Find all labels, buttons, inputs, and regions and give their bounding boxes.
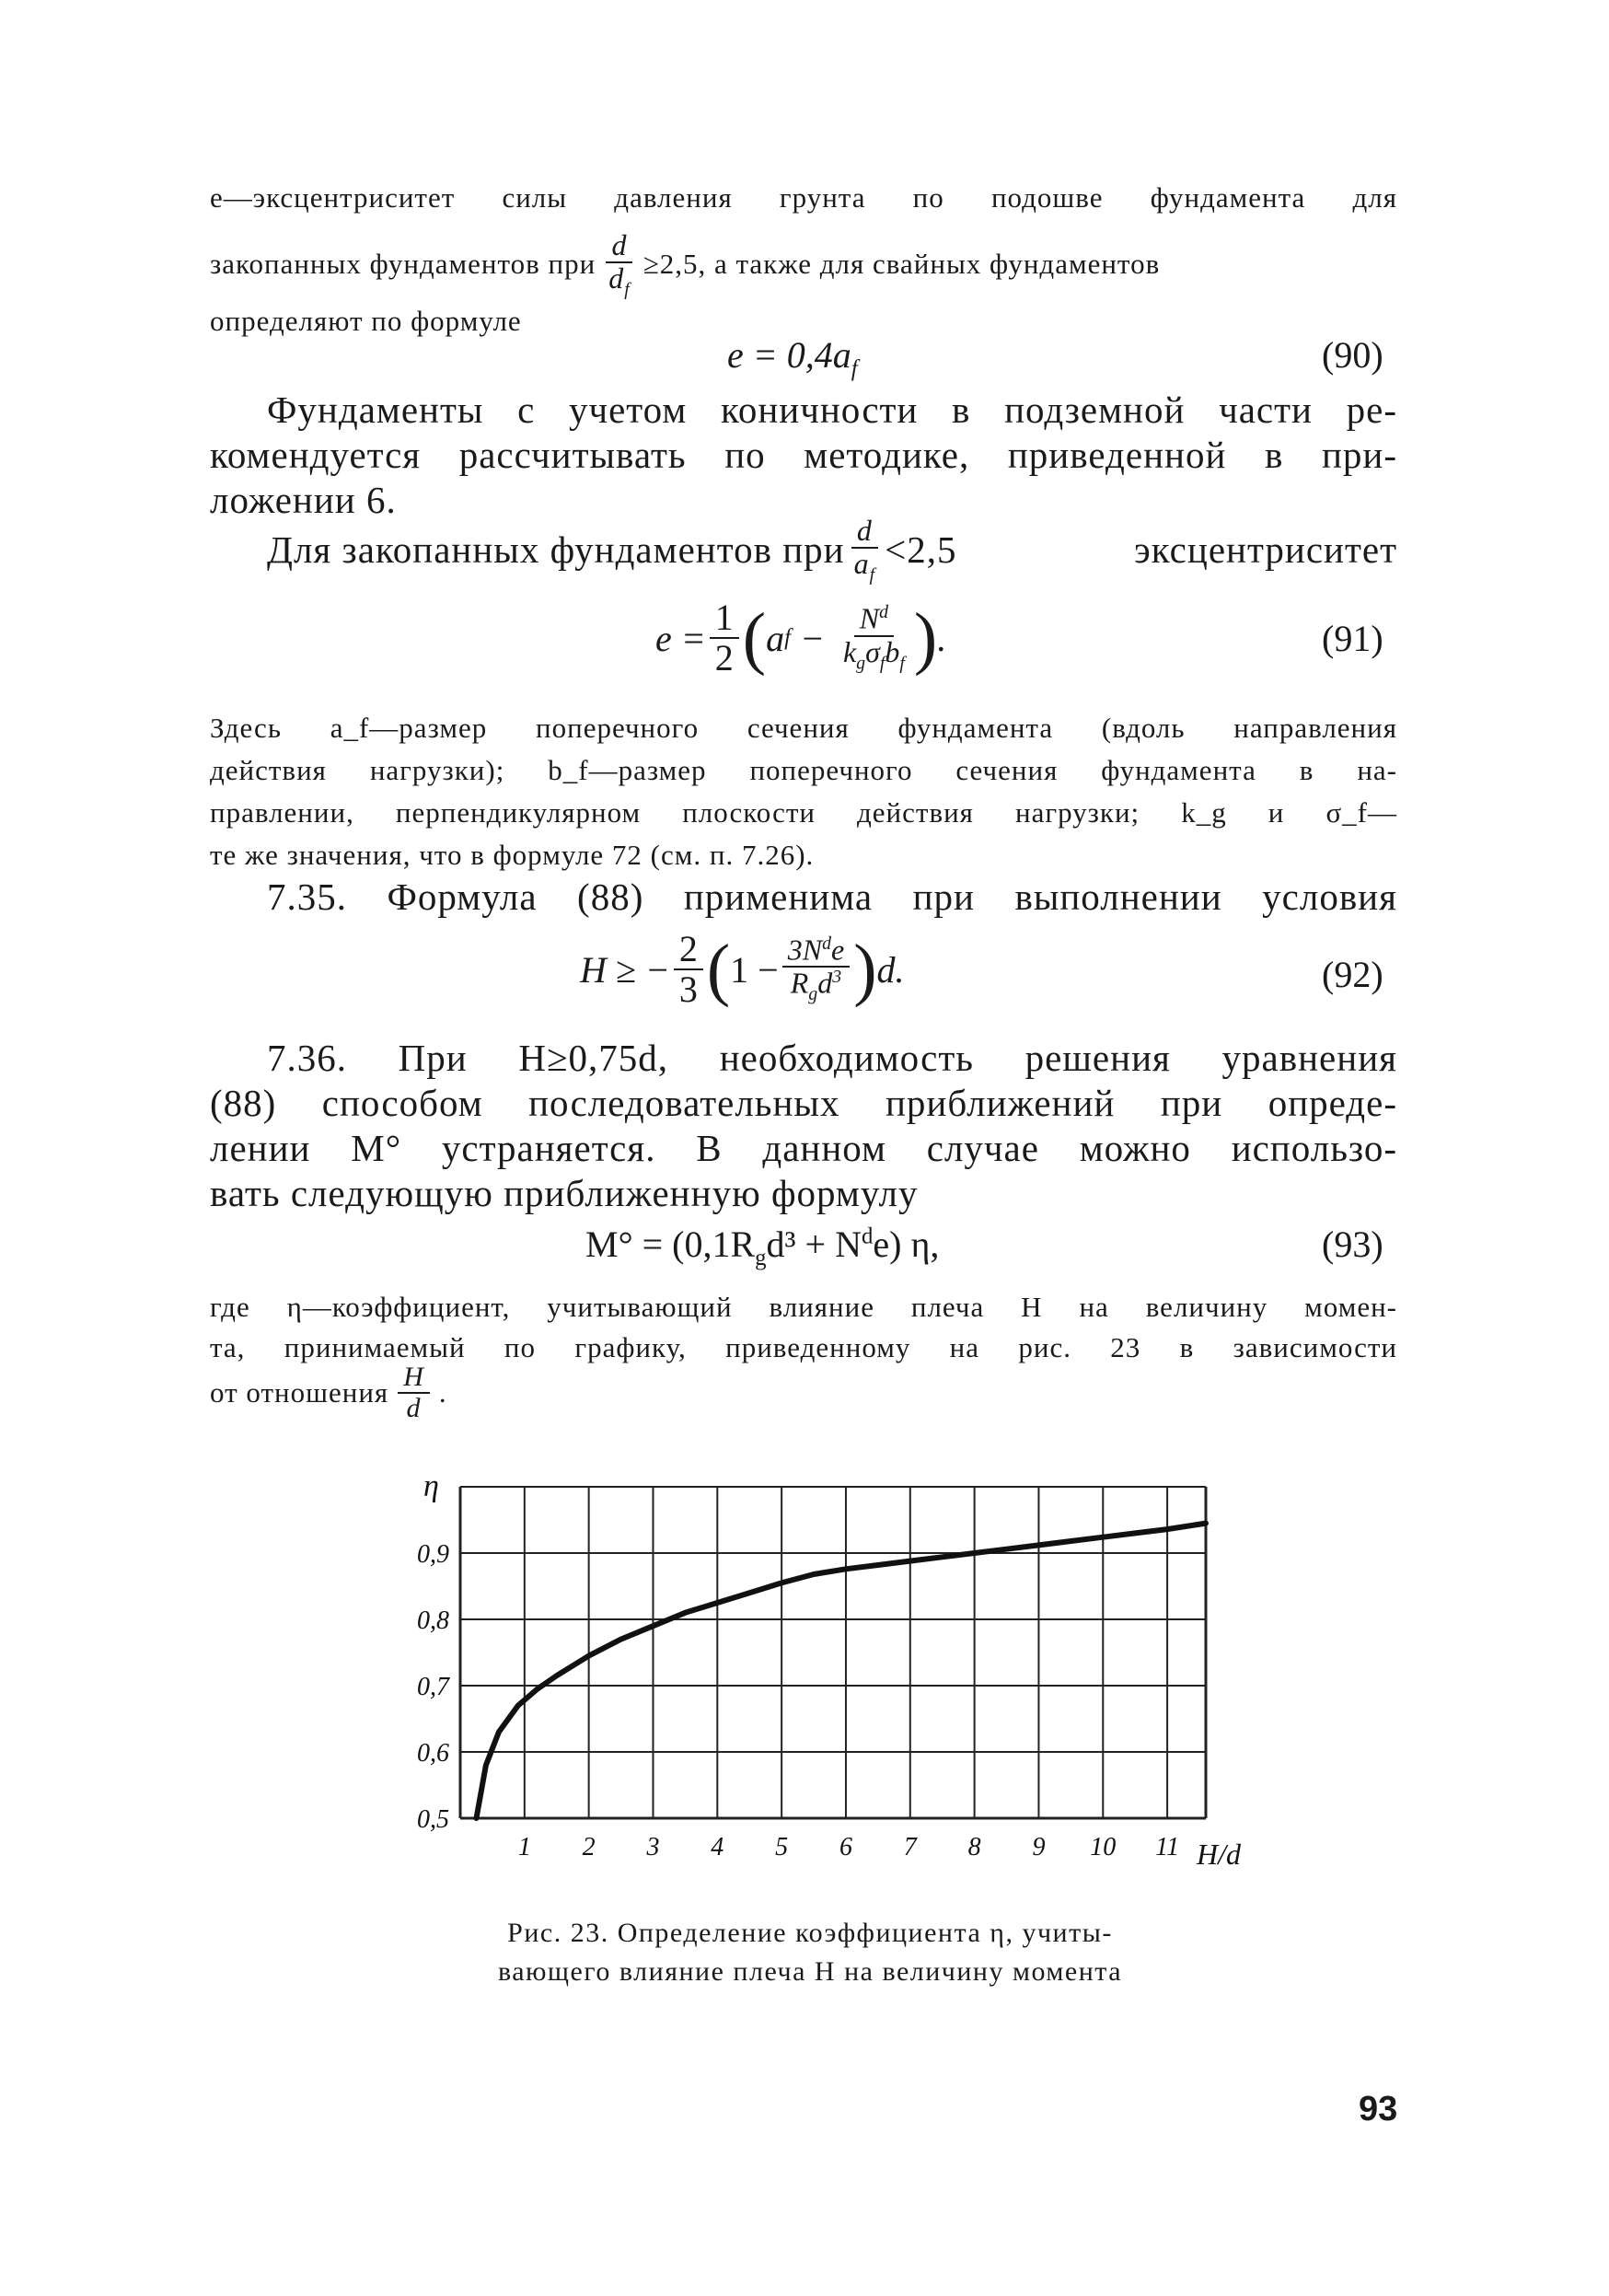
- p1-line2: [210, 230, 1397, 299]
- x-tick-label: 5: [775, 1833, 789, 1861]
- p1-line3: определяют по формуле: [210, 305, 522, 337]
- p7-line2: та, принимаемый по графику, приведенному на рис. 23 в зависимости: [210, 1331, 1397, 1363]
- equation-91-number: (91): [1322, 618, 1383, 659]
- p3-start: Для закопанных фундаментов при: [267, 528, 845, 571]
- p7-line3: от отношения $\frac{H}{d}$ .: [210, 1362, 447, 1423]
- equation-93-number: (93): [1322, 1223, 1383, 1265]
- frac-num: d: [606, 230, 632, 263]
- x-tick-label: 3: [646, 1833, 660, 1861]
- p3-end: <2,5 эксцентриситет: [885, 528, 1397, 571]
- x-tick-label: 9: [1032, 1833, 1046, 1861]
- eta-curve: [477, 1524, 1207, 1818]
- equation-90-number: (90): [1322, 334, 1383, 376]
- p7-line1: где η—коэффициент, учитывающий влияние плеча H на величину момен-: [210, 1291, 1397, 1323]
- x-tick-label: 2: [582, 1833, 596, 1861]
- page-number: 93: [1359, 2090, 1398, 2128]
- p6-line4: вать следующую приближенную формулу: [210, 1172, 919, 1214]
- figure-caption-line1: Рис. 23. Определение коэффициента η, учиты-: [507, 1918, 1113, 1948]
- figure-caption-line2: вающего влияние плеча H на величину момента: [497, 1956, 1123, 1987]
- p5-line1: 7.35. Формула (88) применима при выполнении условия: [267, 875, 1397, 918]
- p2-line2: комендуется рассчитывать по методике, приведенной в при-: [210, 434, 1397, 476]
- eta-chart: [387, 1459, 1241, 1956]
- p6-line1: 7.36. При H≥0,75d, необходимость решения уравнения: [267, 1037, 1397, 1079]
- equation-90: $e = 0,4a_f$: [727, 334, 858, 381]
- p4-line4: те же значения, что в формуле 72 (см. п. 7.26).: [210, 839, 815, 871]
- y-axis-label: η: [423, 1469, 439, 1503]
- equation-92-number: (92): [1322, 954, 1383, 995]
- x-axis-label: H/d: [1197, 1838, 1241, 1871]
- frac-den: $d_f$: [608, 261, 631, 299]
- x-tick-label: 7: [903, 1833, 917, 1861]
- y-tick-label: 0,5: [417, 1805, 449, 1834]
- x-tick-label: 8: [967, 1833, 981, 1861]
- chart-ticks: [417, 1540, 1179, 1861]
- p1-line1: e—эксцентриситет силы давления грунта по подошве фундамента для: [210, 181, 1397, 214]
- p3-line: [267, 516, 1397, 585]
- y-tick-label: 0,9: [417, 1540, 449, 1569]
- p2-line3: ложении 6.: [210, 479, 397, 521]
- ratio-d-af: $\frac{d}{a_f}$: [849, 516, 882, 585]
- p4-line3: правлении, перпендикулярном плоскости действия нагрузки; k_g и σ_f—: [210, 796, 1397, 829]
- x-tick-label: 11: [1155, 1833, 1180, 1861]
- p6-line3: лении M° устраняется. В данном случае можно использо-: [210, 1127, 1397, 1169]
- ratio-d-df: [603, 230, 636, 299]
- x-tick-label: 6: [839, 1833, 852, 1861]
- x-tick-label: 1: [517, 1833, 531, 1861]
- equation-93: $M^\circ = (0,1R_gd^3 + N^de)$ η,: [585, 1223, 940, 1270]
- x-tick-label: 4: [711, 1833, 724, 1861]
- p6-line2: (88) способом последовательных приближений при опреде-: [210, 1082, 1397, 1124]
- p4-line1: Здесь a_f—размер поперечного сечения фундамента (вдоль направления: [210, 712, 1397, 744]
- p4-line2: действия нагрузки); b_f—размер поперечного сечения фундамента в на-: [210, 754, 1397, 786]
- equation-91: e = $\frac{1}{2}$ ( a f − $\frac{N^d}{k_g\sigma_fb_f}$ ) .: [655, 597, 947, 678]
- x-tick-label: 10: [1090, 1833, 1117, 1861]
- p2-line1: Фундаменты с учетом коничности в подземной части ре-: [267, 388, 1397, 431]
- y-tick-label: 0,8: [417, 1606, 449, 1635]
- equation-92: H ≥ − $\frac{2}{3}$ ( 1 − $\frac{3N^de}{R_gd^3}$ ) d.: [580, 928, 905, 1010]
- y-tick-label: 0,7: [417, 1673, 449, 1701]
- p1-line2-start: закопанных фундаментов при: [210, 248, 596, 281]
- p1-line2-end: ≥2,5, а также для свайных фундаментов: [642, 248, 1161, 281]
- y-tick-label: 0,6: [417, 1739, 449, 1768]
